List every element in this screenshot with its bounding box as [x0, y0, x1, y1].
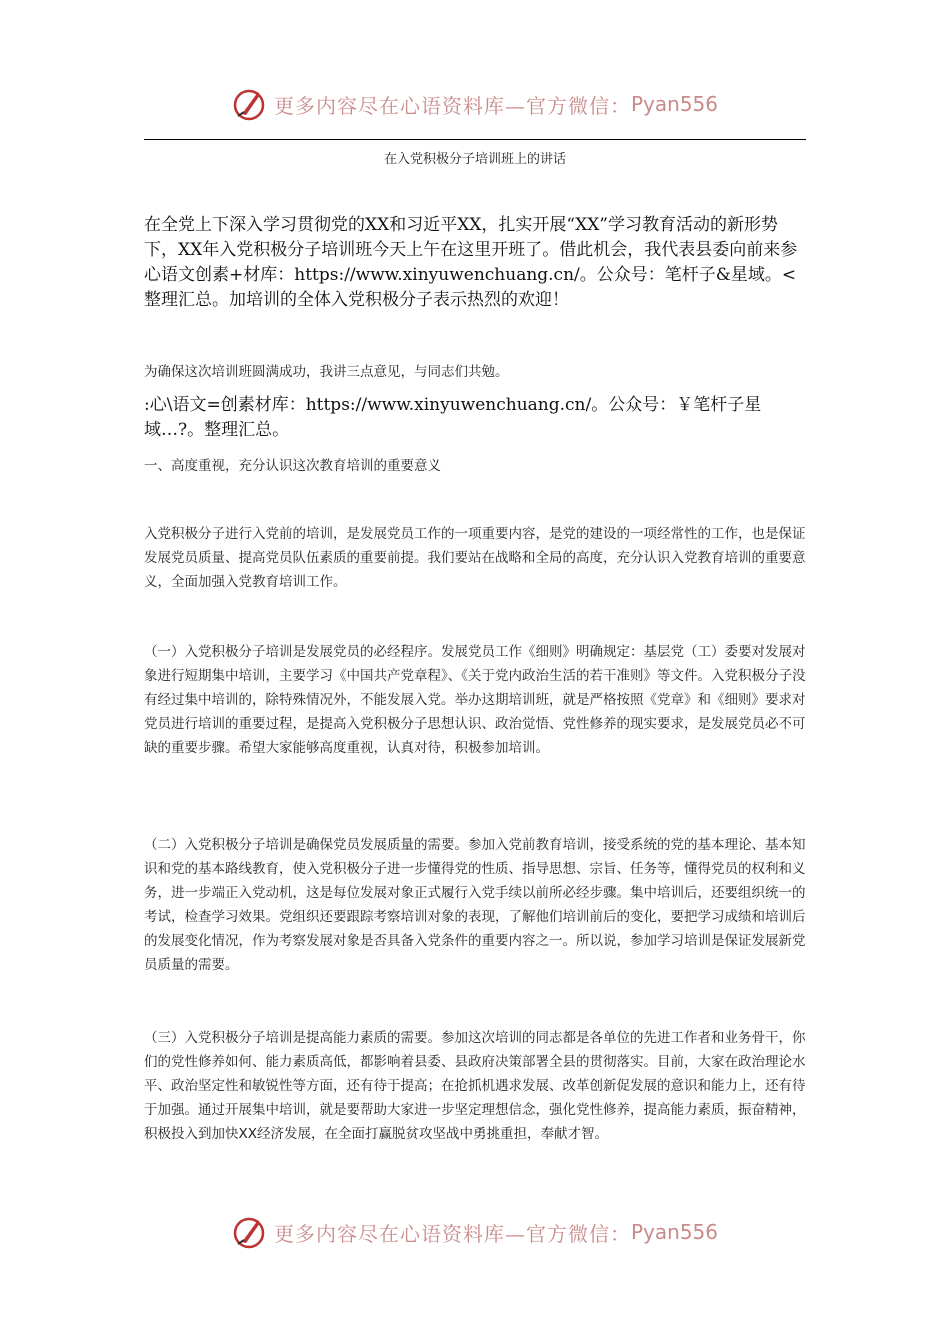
body-paragraph: （一）入党积极分子培训是发展党员的必经程序。发展党员工作《细则》明确规定：基层党（工）委要对发展对象进行短期集中培训，主要学习《中国共产党章程》、《关于党内政治生活的若干准则》等文件。入党积极分子没有经过集中培训的，除特殊情况外，不能发展入党。举办这期培训班，就是严格按照《党章》和《细则》要求对党员进行培训的重要过程，是提高入党积极分子思想认识、政治觉悟、党性修养的现实要求，是发展党员必不可缺的重要步骤。希望大家能够高度重视，认真对待，积极参加培训。: [144, 644, 806, 756]
footer-banner: [0, 1210, 950, 1254]
body-paragraph: （二）入党积极分子培训是确保党员发展质量的需要。参加入党前教育培训，接受系统的党的基本理论、基本知识和党的基本路线教育，使入党积极分子进一步懂得党的性质、指导思想、宗旨、任务等，懂得党员的权利和义务，进一步端正入党动机，这是每位发展对象正式履行入党手续以前所必经步骤。集中培训后，还要组织统一的考试，检查学习效果。党组织还要跟踪考察培训对象的表现，了解他们培训前后的变化，要把学习成绩和培训后的发展变化情况，作为考察发展对象是否具备入党条件的重要内容之一。所以说，参加学习培训是保证发展新党员质量的需要。: [144, 837, 806, 973]
banner-wechat-id: Pyan556: [630, 1220, 718, 1244]
header-banner: [0, 82, 950, 126]
body-paragraph: 入党积极分子进行入党前的培训，是发展党员工作的一项重要内容，是党的建设的一项经常性的工作，也是保证发展党员质量、提高党员队伍素质的重要前提。我们要站在战略和全局的高度，充分认识入党教育培训的重要意义，全面加强入党教育培训工作。: [144, 526, 806, 590]
banner-wechat-id: Pyan556: [630, 92, 718, 116]
quill-logo-icon: [232, 1214, 268, 1250]
document-title: 在入党积极分子培训班上的讲话: [383, 152, 566, 167]
notice-paragraph: :心\语文=创素材库：https://www.xinyuwenchuang.cn/。公众号：￥笔杆子星域…?。整理汇总。: [144, 395, 762, 440]
banner-text: 更多内容尽在心语资料库—官方微信：: [273, 1221, 631, 1246]
banner-text: 更多内容尽在心语资料库—官方微信：: [273, 93, 631, 118]
section-heading: 一、高度重视，充分认识这次教育培训的重要意义: [144, 458, 441, 474]
header-divider: [144, 139, 806, 140]
intro-paragraph: 为确保这次培训班圆满成功，我讲三点意见，与同志们共勉。: [144, 364, 509, 380]
lead-paragraph: 在全党上下深入学习贯彻党的XX和习近平XX，扎实开展“XX”学习教育活动的新形势下，XX年入党积极分子培训班今天上午在这里开班了。借此机会，我代表县委向前来参心语文创素+材库：https://www.xinyuwenchuang.cn/。公众号：笔杆子&星域。<整理汇总。加培训的全体入党积极分子表示热烈的欢迎！: [144, 215, 798, 310]
quill-logo-icon: [232, 86, 268, 122]
body-paragraph: （三）入党积极分子培训是提高能力素质的需要。参加这次培训的同志都是各单位的先进工作者和业务骨干，你们的党性修养如何、能力素质高低，都影响着县委、县政府决策部署全县的贯彻落实。目前，大家在政治理论水平、政治坚定性和敏锐性等方面，还有待于提高；在抢抓机遇求发展、改革创新促发展的意识和能力上，还有待于加强。通过开展集中培训，就是要帮助大家进一步坚定理想信念，强化党性修养，提高能力素质，振奋精神，积极投入到加快XX经济发展，在全面打赢脱贫攻坚战中勇挑重担，奉献才智。: [144, 1030, 806, 1142]
